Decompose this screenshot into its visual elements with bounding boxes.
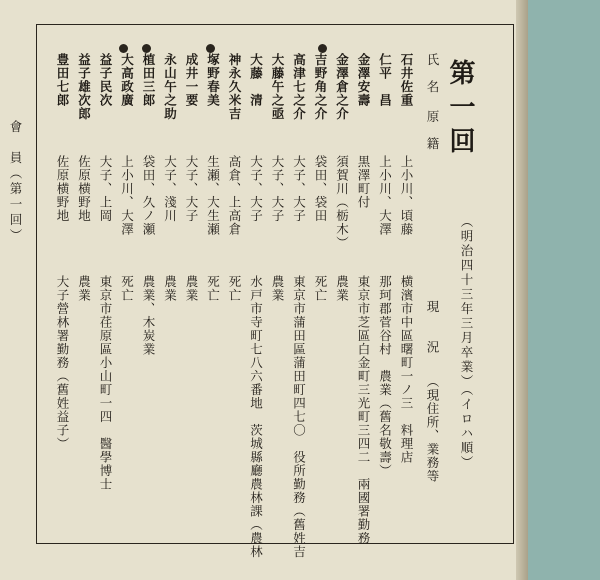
member-status: 農業 (270, 275, 285, 302)
member-name: 吉野角之介 (313, 53, 328, 121)
member-name: 高津七之介 (291, 53, 307, 121)
member-name: 金澤安壽 (356, 53, 371, 107)
member-status: 横濱市中區曙町一ノ三 料理店 (399, 275, 414, 464)
header-current: 現 況 (425, 300, 440, 354)
member-origin: 佐原横野地 (76, 155, 92, 223)
member-origin: 袋田、袋田 (313, 155, 328, 223)
member-status: 東京市荏原區小山町一四 醫學博士 (98, 275, 113, 491)
member-status: 農業 (76, 275, 92, 302)
member-origin: 袋田、久ノ瀬 (141, 155, 156, 236)
member-name: 大高政廣 (119, 53, 135, 107)
bullet-mark (142, 44, 151, 53)
member-origin: 高倉、上高倉 (227, 155, 242, 236)
side-label: 會 員（第一回） (8, 120, 23, 244)
member-status: 死亡 (205, 275, 221, 302)
member-origin: 佐原横野地 (55, 155, 70, 223)
member-status: 農業、木炭業 (141, 275, 156, 356)
member-name: 成井一要 (184, 53, 199, 107)
page-edge (516, 0, 528, 580)
member-origin: 上小川、頃藤 (399, 155, 414, 236)
member-name: 石井佐重 (399, 53, 414, 107)
member-origin: 生瀬、大生瀬 (205, 155, 221, 236)
member-name: 益子雄次郎 (76, 53, 92, 121)
member-status: 死亡 (227, 275, 242, 302)
member-status: 大子營林署勤務（舊姓益子） (55, 275, 70, 451)
member-origin: 上小川、大澤 (119, 155, 135, 236)
member-origin: 大子、上岡 (98, 155, 113, 223)
book-cover-edge (528, 0, 600, 580)
title-note: （明治四十三年三月卒業）（イロハ順） (459, 215, 474, 470)
member-name: 大藤午之亟 (270, 53, 285, 121)
member-name: 神永久米吉 (227, 53, 242, 121)
member-origin: 大子、大子 (248, 155, 264, 223)
header-name: 氏 名 (425, 53, 440, 94)
header-current-note: （現住所、業務等 (425, 375, 440, 483)
member-origin: 黒澤町付 (356, 155, 371, 209)
member-status: 東京市蒲田區蒲田町四七〇 役所勤務（舊姓吉 (291, 275, 307, 559)
member-origin: 大子、大子 (184, 155, 199, 223)
page-title: 第一回 (445, 59, 475, 161)
member-status: 死亡 (119, 275, 135, 302)
bullet-mark (206, 44, 215, 53)
member-name: 塚野春美 (205, 53, 221, 107)
bullet-mark (119, 44, 128, 53)
member-table (36, 24, 514, 559)
member-origin: 大子、淺川 (162, 155, 178, 223)
member-status: 農業 (184, 275, 199, 302)
member-status: 東京市芝區白金町三光町三四二 兩國署勤務 (356, 275, 371, 545)
member-status: 死亡 (313, 275, 328, 302)
member-origin: 上小川、大澤 (377, 155, 393, 236)
member-name: 植田三郎 (141, 53, 156, 107)
member-status: 那珂郡菅谷村 農業（舊名敬壽） (377, 275, 393, 478)
member-status: 水戸市寺町七八六番地 茨城縣廳農林課（農林 (248, 275, 264, 559)
member-name: 益子民次 (98, 53, 113, 107)
member-name: 金澤倉之介 (334, 53, 350, 121)
member-name: 仁平 昌 (377, 53, 393, 107)
member-name: 大藤 清 (248, 53, 264, 107)
bullet-mark (318, 44, 327, 53)
member-name: 永山午之助 (162, 53, 178, 121)
member-name: 豊田七郎 (55, 53, 70, 107)
member-origin: 大子、大子 (270, 155, 285, 223)
member-status: 農業 (334, 275, 350, 302)
header-domicile: 原 籍 (425, 110, 440, 151)
member-origin: 須賀川（栃木） (334, 155, 350, 250)
member-origin: 大子、大子 (291, 155, 307, 223)
member-status: 農業 (162, 275, 178, 302)
